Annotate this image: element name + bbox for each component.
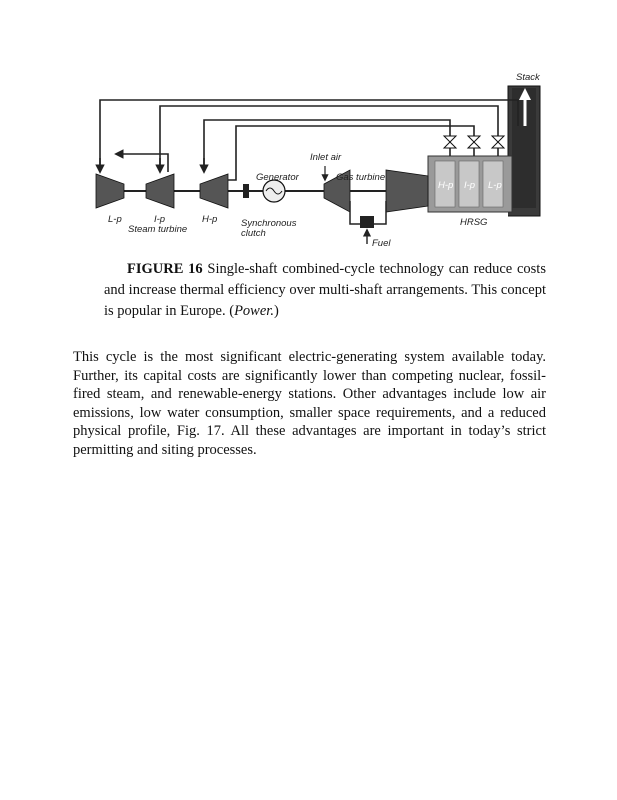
hp-turbine-icon xyxy=(200,174,228,208)
body-paragraph: This cycle is the most significant electric-generating system available today. Further, its capital costs are significantly lower than competing nuclear, fossil-fired steam, and renewable-energy stations. Other advantages include low air emissions, low water consumption, smaller space requirements, and a reduced physical profile, Fig. 17. All these advantages are important in today’s strict permitting and siting processes. xyxy=(73,349,546,458)
figure-caption xyxy=(104,259,546,322)
label-gas-turbine: Gas turbine xyxy=(336,172,386,183)
valve-icons xyxy=(444,136,504,148)
generator-icon xyxy=(263,180,285,202)
label-hp: H-p xyxy=(202,214,218,225)
figure-caption-source: Power. xyxy=(234,303,274,319)
label-steam-turbine: Steam turbine xyxy=(128,224,188,235)
figure-caption-text: Single-shaft combined-cycle technology can reduce costs and increase thermal efficiency over multi-shaft arrangements. This concept is popular in Europe. ( xyxy=(104,261,546,319)
label-hrsg-hp: H-p xyxy=(438,180,454,191)
label-fuel: Fuel xyxy=(372,238,391,249)
label-hrsg-lp: L-p xyxy=(488,180,502,191)
label-ip: I-p xyxy=(154,214,166,225)
combined-cycle-diagram xyxy=(88,66,550,258)
label-lp: L-p xyxy=(108,214,122,225)
figure-caption-label: FIGURE 16 xyxy=(127,261,203,277)
label-hrsg: HRSG xyxy=(460,217,488,228)
lp-turbine-icon xyxy=(96,174,124,208)
label-generator: Generator xyxy=(256,172,299,183)
figure-caption-end: ) xyxy=(273,303,279,319)
label-hrsg-ip: I-p xyxy=(464,180,476,191)
label-stack: Stack xyxy=(516,72,540,83)
label-synchronous: Synchronous xyxy=(241,218,297,229)
label-clutch: clutch xyxy=(241,228,266,239)
ip-turbine-icon xyxy=(146,174,174,208)
label-inlet-air: Inlet air xyxy=(310,152,342,163)
gas-turbine-expander xyxy=(386,170,428,212)
stack-chimney xyxy=(508,86,540,216)
synchronous-clutch-icon xyxy=(243,184,249,198)
